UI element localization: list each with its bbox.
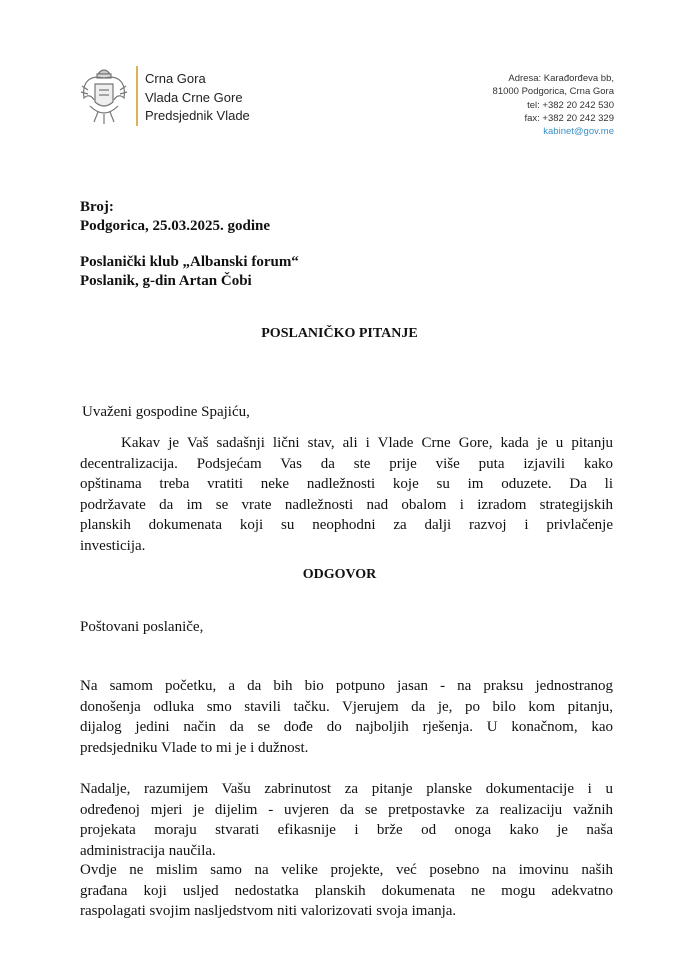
- text-line: investicija.: [80, 537, 146, 554]
- recipient-club: Poslanički klub „Albanski forum“: [80, 254, 299, 270]
- answer-paragraph-2: [80, 779, 613, 861]
- recipient-name: Poslanik, g-din Artan Čobi: [80, 273, 252, 289]
- text-line: građana koji usljed nedostatka planskih dokumenata ne mogu adekvatno: [80, 882, 613, 899]
- email-link[interactable]: kabinet@gov.me: [543, 126, 614, 138]
- text-line: Ovdje ne mislim samo na velike projekte, već posebno na imovinu naših: [80, 862, 613, 878]
- recipient-block: [80, 253, 299, 291]
- answer-salutation: Poštovani poslaniče,: [80, 619, 204, 635]
- text-line: Na samom početku, a da bih bio potpuno jasan - na praksu jednostranog: [80, 678, 613, 694]
- text-line: Nadalje, razumijem Vašu zabrinutost za pitanje planske dokumentacije i u: [80, 781, 613, 797]
- org-country: Crna Gora: [145, 71, 206, 86]
- fax: fax: +382 20 242 329: [524, 112, 614, 124]
- date-line: Podgorica, 25.03.2025. godine: [80, 218, 270, 234]
- answer-paragraph-3: [80, 860, 613, 922]
- text-line: određenoj mjeri je dijelim - uvjeren da se pretpostavke za realizaciju važnih: [80, 801, 613, 818]
- text-line: podržavate da im se vrate nadležnosti nad obalom i izradom strategijskih: [80, 496, 613, 513]
- broj-label: Broj:: [80, 199, 114, 215]
- contact-block: [493, 72, 614, 138]
- text-line: projekata moraju stvarati efikasnije i brže od onoga kako je naša: [80, 822, 613, 838]
- text-line: raspolagati svojim nasljedstvom niti valorizovati svoja imanja.: [80, 903, 457, 919]
- question-salutation: Uvaženi gospodine Spajiću,: [82, 404, 250, 420]
- reference-block: [80, 198, 270, 236]
- text-line: planskih dokumenata koji su neophodni za dalji razvoj i privlačenje: [80, 517, 613, 533]
- text-line: predsjedniku Vlade to mi je i dužnost.: [80, 739, 309, 756]
- address-line-2: 81000 Podgorica, Crna Gora: [492, 86, 614, 98]
- question-paragraph: [80, 433, 613, 556]
- header-divider: [136, 66, 138, 126]
- text-line: administracija naučila.: [80, 842, 216, 859]
- question-title: POSLANIČKO PITANJE: [261, 326, 418, 341]
- text-line: decentralizacija. Podsjećam Vas da ste prije više puta izjavili kako: [80, 455, 613, 472]
- address-line-1: Adresa: Karađorđeva bb,: [508, 73, 614, 84]
- phone: tel: +382 20 242 530: [527, 99, 614, 111]
- organization-name: [145, 70, 250, 126]
- text-line: dijalog jedini način da se dođe do najboljih rješenja. U konačnom, kao: [80, 719, 613, 735]
- text-line: Kakav je Vaš sadašnji lični stav, ali i Vlade Crne Gore, kada je u pitanju: [121, 435, 613, 451]
- coat-of-arms-logo: [78, 64, 130, 128]
- text-line: opštinama treba vratiti neke nadležnosti koje su im oduzete. Da li: [80, 476, 613, 492]
- org-government: Vlada Crne Gore: [145, 89, 243, 105]
- answer-paragraph-1: [80, 676, 613, 758]
- org-office: Predsjednik Vlade: [145, 108, 250, 123]
- text-line: donošenja odluka smo stavili tačku. Vjerujem da je, po bilo kom pitanju,: [80, 698, 613, 715]
- answer-title: ODGOVOR: [302, 567, 377, 582]
